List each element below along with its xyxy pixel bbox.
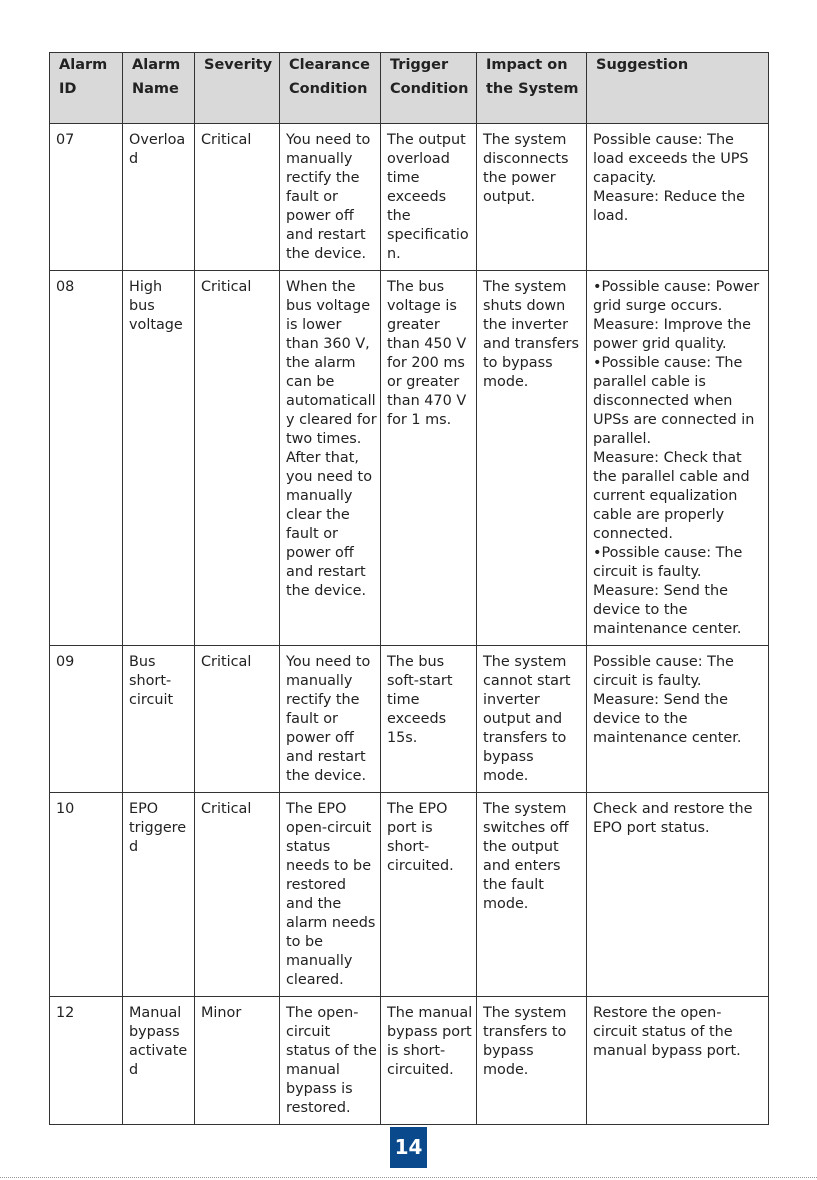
header-suggestion: Suggestion [587,53,769,124]
cell-alarm-name: Manual bypass activated [123,997,195,1125]
table-row [50,271,769,646]
cell-clearance: When the bus voltage is lower than 360 V, the alarm can be automatically cleared for two times. After that, you need to manually clear the fault or power off and restart the device. [280,271,381,646]
cell-suggestion: Restore the open-circuit status of the manual bypass port. [587,997,769,1125]
cell-alarm-id: 09 [50,646,123,793]
cell-alarm-name: Bus short-circuit [123,646,195,793]
table-row [50,646,769,793]
cell-impact: The system disconnects the power output. [477,124,587,271]
header-alarm-name: Alarm Name [123,53,195,124]
cell-severity: Critical [195,124,280,271]
cell-clearance: The open-circuit status of the manual bypass is restored. [280,997,381,1125]
header-severity: Severity [195,53,280,124]
cell-severity: Critical [195,793,280,997]
cell-trigger: The bus voltage is greater than 450 V for 200 ms or greater than 470 V for 1 ms. [381,271,477,646]
cell-clearance: The EPO open-circuit status needs to be restored and the alarm needs to be manually cleared. [280,793,381,997]
cell-trigger: The output overload time exceeds the specification. [381,124,477,271]
cell-impact: The system switches off the output and enters the fault mode. [477,793,587,997]
cell-suggestion: Possible cause: The circuit is faulty. Measure: Send the device to the maintenance center. [587,646,769,793]
header-alarm-id: Alarm ID [50,53,123,124]
table-header-row [50,53,769,124]
cell-trigger: The bus soft-start time exceeds 15s. [381,646,477,793]
cell-severity: Critical [195,646,280,793]
cell-alarm-id: 10 [50,793,123,997]
cell-alarm-name: Overload [123,124,195,271]
cell-clearance: You need to manually rectify the fault or power off and restart the device. [280,124,381,271]
table-row [50,793,769,997]
cell-severity: Minor [195,997,280,1125]
page-number: 14 [390,1127,427,1168]
cell-clearance: You need to manually rectify the fault or power off and restart the device. [280,646,381,793]
cell-alarm-id: 12 [50,997,123,1125]
cell-trigger: The manual bypass port is short-circuited. [381,997,477,1125]
cell-alarm-name: EPO triggered [123,793,195,997]
header-impact: Impact on the System [477,53,587,124]
cell-trigger: The EPO port is short-circuited. [381,793,477,997]
cell-suggestion: Possible cause: The load exceeds the UPS capacity. Measure: Reduce the load. [587,124,769,271]
cell-impact: The system transfers to bypass mode. [477,997,587,1125]
cell-alarm-name: High bus voltage [123,271,195,646]
cell-impact: The system cannot start inverter output and transfers to bypass mode. [477,646,587,793]
header-trigger-condition: Trigger Condition [381,53,477,124]
cell-suggestion: •Possible cause: Power grid surge occurs. Measure: Improve the power grid quality. •Possible cause: The parallel cable is disconnected when UPSs are connected in parallel. Measure: Check that the parallel cable and current equalization cable are properly connected. •Possible cause: The circuit is faulty. Measure: Send the device to the maintenance center. [587,271,769,646]
cell-impact: The system shuts down the inverter and transfers to bypass mode. [477,271,587,646]
cell-alarm-id: 07 [50,124,123,271]
page-bottom-divider [0,1177,817,1178]
table-row [50,997,769,1125]
table-row [50,124,769,271]
cell-alarm-id: 08 [50,271,123,646]
cell-suggestion: Check and restore the EPO port status. [587,793,769,997]
header-clearance-condition: Clearance Condition [280,53,381,124]
alarm-table [49,52,769,1125]
cell-severity: Critical [195,271,280,646]
